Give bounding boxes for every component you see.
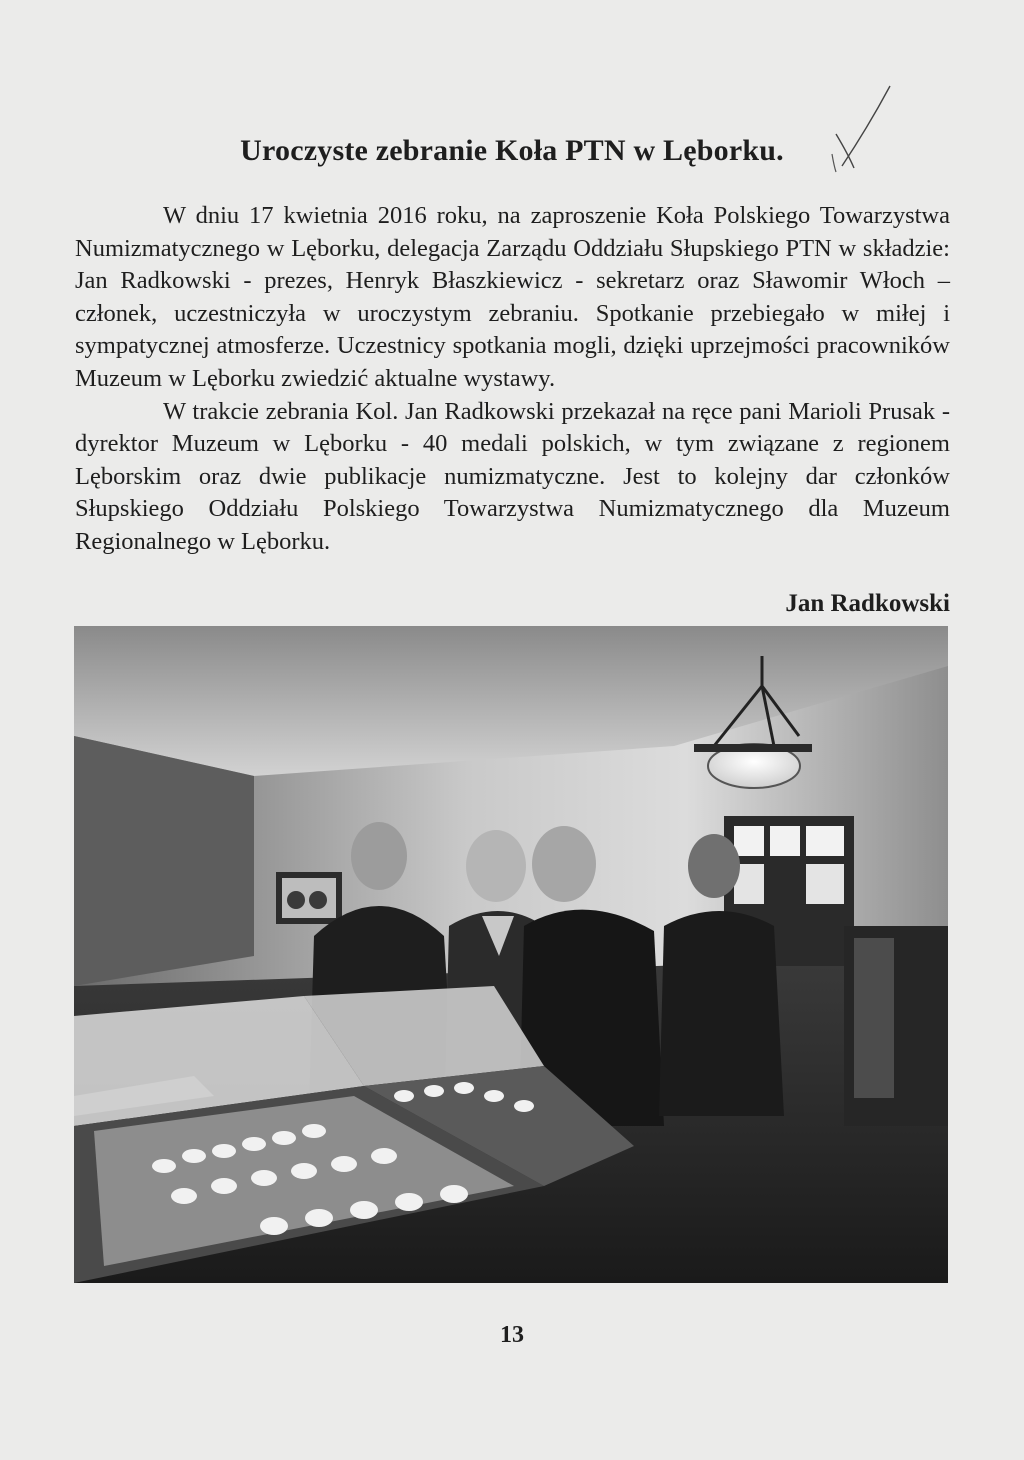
- photo-illustration: [74, 626, 948, 1283]
- author-signature: Jan Radkowski: [785, 590, 950, 617]
- article-body: [75, 200, 950, 559]
- article-paragraph-2: W trakcie zebrania Kol. Jan Radkowski przekazał na ręce pani Marioli Prusak - dyrektor Muzeum w Lęborku - 40 medali polskich, w tym związane z regionem Lęborskim oraz dwie publikacje numizmatyczne. Jest to kolejny dar członków Słupskiego Oddziału Polskiego Towarzystwa Numizmatycznego dla Muzeum Regionalnego w Lęborku.: [75, 397, 950, 555]
- article-paragraph-1: W dniu 17 kwietnia 2016 roku, na zaproszenie Koła Polskiego Towarzystwa Numizmatycznego w Lęborku, delegacja Zarządu Oddziału Słupskiego PTN w składzie: Jan Radkowski - prezes, Henryk Błaszkiewicz - sekretarz oraz Sławomir Włoch – członek, uczestniczyła w uroczystym zebraniu. Spotkanie przebiegało w miłej i sympatycznej atmosferze. Uczestnicy spotkania mogli, dzięki uprzejmości pracowników Muzeum w Lęborku zwiedzić aktualne wystawy.: [75, 202, 950, 392]
- article-title: Uroczyste zebranie Koła PTN w Lęborku.: [240, 134, 784, 167]
- page-number: 13: [500, 1322, 524, 1348]
- museum-visit-photo: [74, 626, 948, 1283]
- handwritten-check-mark: [830, 84, 900, 174]
